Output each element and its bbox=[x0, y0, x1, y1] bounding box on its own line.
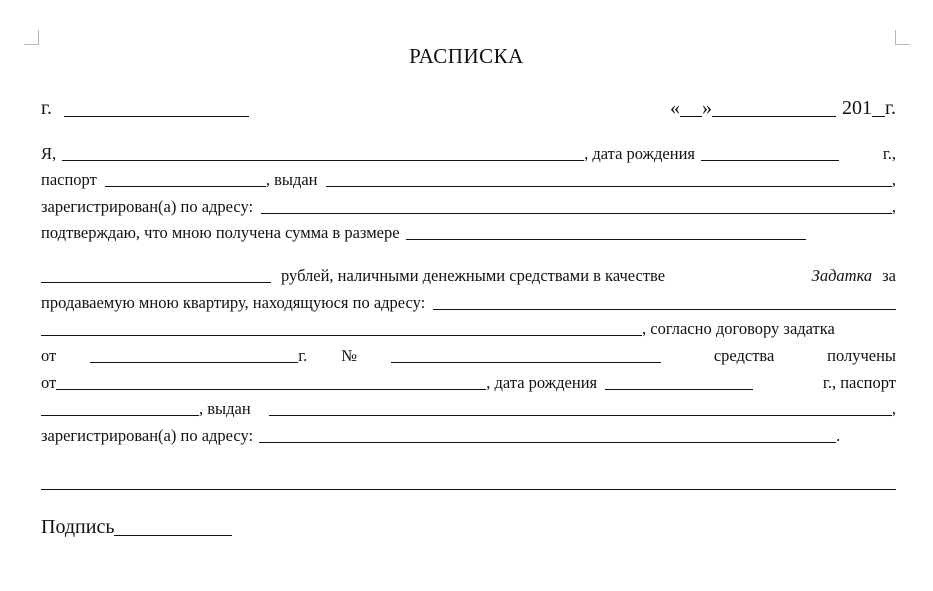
separator-line bbox=[41, 489, 896, 490]
p2-from-label: от bbox=[41, 373, 57, 392]
p1-line-4 bbox=[41, 221, 896, 243]
p2-line-1 bbox=[41, 264, 896, 286]
signature-line bbox=[41, 513, 896, 539]
p1-i-text: Я, bbox=[41, 144, 57, 163]
payer-passport-blank[interactable] bbox=[41, 414, 199, 416]
p2-g-passport-label: г., паспорт bbox=[822, 373, 896, 392]
payer-issued-by-blank[interactable] bbox=[269, 414, 892, 416]
p1-birth-date-label: , дата рождения bbox=[584, 144, 695, 163]
signature-label: Подпись bbox=[41, 516, 115, 538]
p1-passport-label: паспорт bbox=[41, 170, 97, 189]
contract-number-blank[interactable] bbox=[391, 361, 661, 363]
flat-address-blank-2[interactable] bbox=[41, 334, 642, 336]
p2-ot-label: от bbox=[41, 346, 57, 365]
p1-comma-2: , bbox=[891, 197, 896, 216]
p2-funds-word: средства bbox=[713, 346, 775, 365]
payer-birth-date-blank[interactable] bbox=[605, 388, 753, 390]
p2-period: . bbox=[836, 426, 841, 445]
page-corner-mark-top-right bbox=[895, 30, 910, 45]
address-blank[interactable] bbox=[261, 212, 892, 214]
p2-za-word: за bbox=[882, 266, 896, 285]
p2-line-6 bbox=[41, 397, 896, 419]
p2-line-5 bbox=[41, 371, 896, 393]
signature-blank[interactable] bbox=[114, 534, 232, 536]
p1-confirm-text: подтверждаю, что мною получена сумма в размере bbox=[41, 223, 400, 242]
p1-line-2 bbox=[41, 168, 896, 190]
city-prefix: г. bbox=[41, 97, 52, 119]
month-blank[interactable] bbox=[712, 115, 836, 117]
amount-blank[interactable] bbox=[406, 238, 806, 240]
p2-line-7 bbox=[41, 424, 896, 446]
p2-rubles-text: рублей, наличными денежными средствами в качестве bbox=[281, 266, 666, 285]
birth-date-blank[interactable] bbox=[701, 159, 839, 161]
flat-address-blank[interactable] bbox=[433, 308, 896, 310]
passport-number-blank[interactable] bbox=[105, 185, 266, 187]
p2-number-sign: № bbox=[341, 346, 358, 365]
p2-line-2 bbox=[41, 291, 896, 313]
p2-deposit-word: Задатка bbox=[811, 266, 873, 285]
p2-birth-date-label: , дата рождения bbox=[486, 373, 598, 392]
p2-registered-label: зарегистрирован(а) по адресу: bbox=[41, 426, 254, 445]
header-line bbox=[41, 94, 896, 120]
issued-by-blank[interactable] bbox=[326, 185, 892, 187]
page-corner-mark-top-left bbox=[24, 30, 39, 45]
p2-issued-label: , выдан bbox=[199, 399, 251, 418]
day-blank[interactable] bbox=[680, 115, 702, 117]
p2-comma: , bbox=[891, 399, 896, 418]
p2-line-3 bbox=[41, 317, 896, 339]
p2-sold-flat-text: продаваемую мною квартиру, находящуюся по адресу: bbox=[41, 293, 426, 312]
p1-registered-label: зарегистрирован(а) по адресу: bbox=[41, 197, 254, 216]
p2-line-4 bbox=[41, 344, 896, 366]
p2-g-label: г. bbox=[298, 346, 308, 365]
quote-open: « bbox=[670, 97, 681, 119]
document-title: РАСПИСКА bbox=[409, 44, 524, 68]
payer-address-blank[interactable] bbox=[259, 441, 836, 443]
year-prefix: 201 bbox=[842, 97, 873, 119]
p2-received-word: получены bbox=[827, 346, 897, 365]
p1-line-3 bbox=[41, 195, 896, 217]
city-blank[interactable] bbox=[64, 115, 249, 117]
p1-line-1 bbox=[41, 142, 896, 164]
p1-issued-label: , выдан bbox=[265, 170, 318, 189]
year-suffix: г. bbox=[885, 97, 896, 119]
payer-name-blank[interactable] bbox=[56, 388, 486, 390]
quote-close: » bbox=[702, 97, 713, 119]
full-name-blank[interactable] bbox=[62, 159, 584, 161]
rubles-amount-blank[interactable] bbox=[41, 281, 271, 283]
contract-date-blank[interactable] bbox=[90, 361, 298, 363]
p1-comma: , bbox=[891, 170, 896, 189]
p1-g-comma: г., bbox=[882, 144, 896, 163]
year-blank[interactable] bbox=[872, 115, 885, 117]
p2-contract-text: , согласно договору задатка bbox=[642, 319, 835, 338]
